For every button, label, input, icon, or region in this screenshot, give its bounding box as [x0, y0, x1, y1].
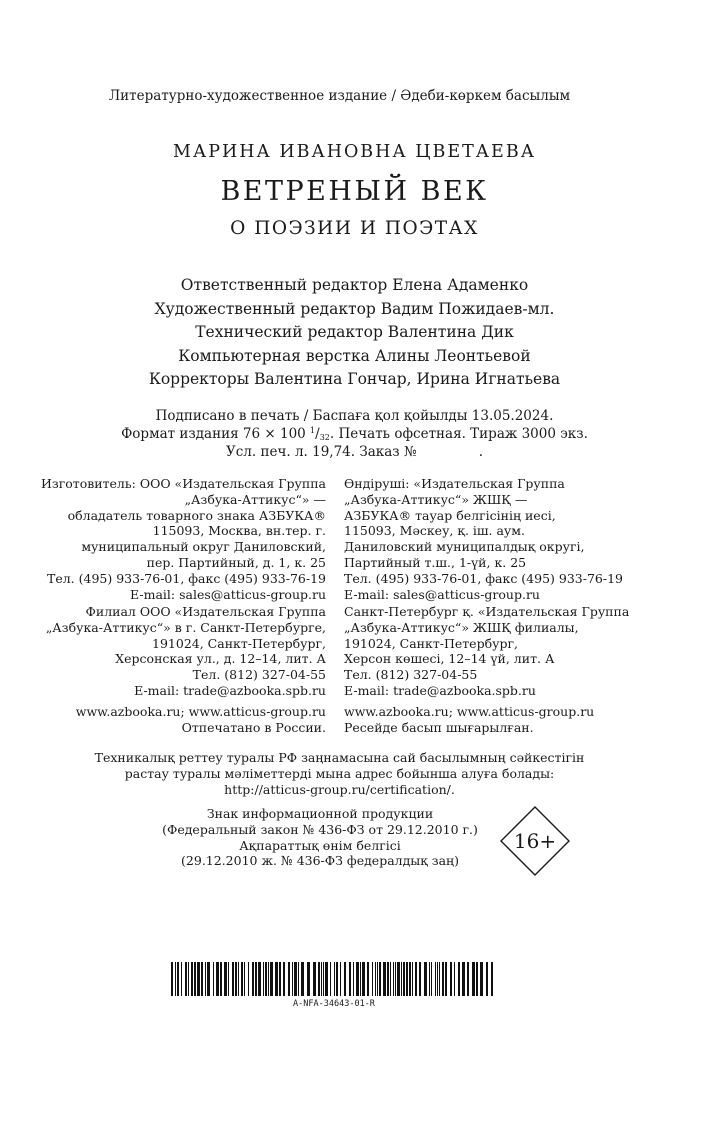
credit-line: Технический редактор Валентина Дик: [195, 323, 514, 341]
barcode-bar: [387, 962, 389, 996]
barcode-bar: [241, 962, 243, 996]
barcode-bar: [472, 962, 475, 996]
barcode-bar: [340, 962, 341, 996]
barcode-bar: [486, 962, 488, 996]
web-kz: www.azbooka.ru; www.atticus-group.ru Ресейде басып шығарылған.: [344, 704, 595, 735]
info-product-sign: Знак информационной продукции (Федеральный закон № 436-ФЗ от 29.12.2010 г.) Ақпараттық өнім белгісі (29.12.2010 ж. № 436-ФЗ федералдық заң): [162, 806, 478, 869]
branch-kz: Санкт-Петербург қ. «Издательская Группа „Азбука-Аттикус“» ЖШҚ филиалы, 191024, Санкт-Петербург, Херсон көшесі, 12–14 үй, лит. А Тел. (812) 327-04-55 E-mail: trade@azbooka.spb.ru: [344, 604, 630, 698]
barcode-bar: [367, 962, 369, 996]
book-subtitle: О ПОЭЗИИ И ПОЭТАХ: [230, 218, 479, 239]
print-info: [0, 408, 709, 462]
barcode-bar: [412, 962, 413, 996]
barcode-bar: [476, 962, 478, 996]
barcode-bar: [330, 962, 331, 996]
barcode-bar: [325, 962, 328, 996]
barcode-bar: [313, 962, 316, 996]
barcode-bar: [283, 962, 285, 996]
barcode-bar: [429, 962, 430, 996]
barcode-bar: [298, 962, 299, 996]
barcode-bar: [403, 962, 405, 996]
barcode-bar: [435, 962, 436, 996]
barcode-bar: [415, 962, 417, 996]
barcode-bar: [252, 962, 254, 996]
barcode-bar: [409, 962, 411, 996]
barcode-bar: [265, 962, 267, 996]
barcode-bar: [171, 962, 173, 996]
barcode-bar: [419, 962, 421, 996]
barcode-bar: [220, 962, 222, 996]
barcode-bar: [216, 962, 219, 996]
barcode-bar: [228, 962, 229, 996]
barcode-bar: [349, 962, 351, 996]
barcode-bar: [279, 962, 281, 996]
barcode-bar: [323, 962, 324, 996]
certification-note: Техникалық реттеу туралы РФ заңнамасына сай басылымның сәйкестігін растау туралы мәліметтерді мына адрес бойынша алуға болады: http://atticus-group.ru/certification/.: [94, 750, 585, 797]
barcode-bar: [288, 962, 290, 996]
edition-type: Литературно-художественное издание / Әдеби-көркем басылым: [108, 88, 571, 104]
barcode-bar: [268, 962, 269, 996]
barcode-bar: [375, 962, 376, 996]
book-title: ВЕТРЕНЫЙ ВЕК: [220, 176, 489, 207]
barcode-bar: [390, 962, 391, 996]
barcode-bar: [270, 962, 273, 996]
age-rating-text: 16+: [513, 829, 557, 853]
barcode-bar: [191, 962, 193, 996]
barcode-bar: [377, 962, 378, 996]
barcode-bar: [238, 962, 239, 996]
credit-line: Корректоры Валентина Гончар, Ирина Игнатьева: [148, 370, 561, 388]
barcode-bar: [353, 962, 354, 996]
barcode-bar: [177, 962, 179, 996]
barcode-bar: [205, 962, 206, 996]
barcode-bar: [181, 962, 182, 996]
barcode-bar: [395, 962, 396, 996]
barcode-bar: [248, 962, 249, 996]
barcode-bar: [235, 962, 237, 996]
barcode-bar: [258, 962, 261, 996]
barcode-bar: [292, 962, 293, 996]
barcode-bar: [450, 962, 452, 996]
barcode-bar: [188, 962, 189, 996]
barcode-bar: [362, 962, 365, 996]
print-format: Формат издания 76 × 100 $^1$/32. Печать офсетная. Тираж 3000 экз.: [121, 425, 588, 442]
web-ru: www.azbooka.ru; www.atticus-group.ru Отпечатано в России.: [75, 704, 326, 735]
barcode-bar: [454, 962, 455, 996]
barcode-bar: [213, 962, 214, 996]
credit-line: Компьютерная верстка Алины Леонтьевой: [178, 346, 531, 365]
barcode-bar: [321, 962, 322, 996]
barcode-bar: [275, 962, 278, 996]
barcode-bar: [379, 962, 381, 996]
barcode-bar: [334, 962, 335, 996]
barcode-bar: [442, 962, 444, 996]
barcode-bar: [480, 962, 483, 996]
barcode-bar: [491, 962, 493, 996]
barcode-bar: [462, 962, 465, 996]
barcode-bar: [458, 962, 460, 996]
barcode-bar: [397, 962, 400, 996]
barcode-bar: [467, 962, 469, 996]
barcode-bar: [207, 962, 210, 996]
barcode-bar: [372, 962, 373, 996]
barcode-bar: [406, 962, 408, 996]
barcode-bar: [437, 962, 438, 996]
barcode-bar: [307, 962, 310, 996]
barcode-bar: [393, 962, 394, 996]
credit-line: Художественный редактор Вадим Пожидаев-мл.: [154, 299, 555, 318]
barcode-bar: [301, 962, 304, 996]
barcode-bar: [336, 962, 338, 996]
barcode-bar: [194, 962, 196, 996]
barcode-bar: [383, 962, 386, 996]
barcode-bar: [175, 962, 176, 996]
print-signed: Подписано в печать / Баспаға қол қойылды 13.05.2024.: [155, 408, 554, 424]
barcode-bar: [445, 962, 447, 996]
editorial-credits: [0, 274, 709, 392]
barcode-bar: [224, 962, 227, 996]
barcode-text: A-NFA-34643-01-R: [293, 999, 375, 1009]
barcode-bar: [294, 962, 297, 996]
manufacturer-ru: Изготовитель: ООО «Издательская Группа „Азбука-Аттикус“» — обладатель товарного знака АЗБУКА® 115093, Москва, вн.тер. г. муниципальный округ Даниловский, пер. Партийный, д. 1, к. 25 Тел. (495) 933-76-01, факс (495) 933-76-19 E-mail: sales@atticus-group.ru: [40, 476, 326, 602]
barcode-bar: [197, 962, 200, 996]
barcode-bar: [344, 962, 346, 996]
branch-ru: Филиал ООО «Издательская Группа „Азбука-Аттикус“» в г. Санкт-Петербурге, 191024, Санкт-Петербург, Херсонская ул., д. 12–14, лит. А Тел. (812) 327-04-55 E-mail: trade@azbooka.spb.ru: [45, 604, 326, 698]
barcode-bar: [431, 962, 432, 996]
author-name: МАРИНА ИВАНОВНА ЦВЕТАЕВА: [173, 142, 536, 162]
print-sheets: Усл. печ. л. 19,74. Заказ № .: [225, 444, 484, 460]
manufacturer-kz: Өндіруші: «Издательская Группа „Азбука-Аттикус“» ЖШҚ — АЗБУКА® тауар белгісінің иесі, 115093, Мәскеу, қ. іш. аум. Даниловский муниципалдық округі, Партийный т.ш., 1-үй, к. 25 Тел. (495) 933-76-01, факс (495) 933-76-19 E-mail: sales@atticus-group.ru: [344, 476, 623, 602]
barcode-bar: [424, 962, 427, 996]
barcode-bar: [201, 962, 203, 996]
barcode-bar: [244, 962, 245, 996]
diamond-icon: [500, 806, 570, 876]
barcode-bar: [255, 962, 257, 996]
barcode-bar: [439, 962, 440, 996]
credit-line: Ответственный редактор Елена Адаменко: [180, 276, 529, 294]
barcode-bar: [401, 962, 402, 996]
barcode: [171, 962, 497, 996]
barcode-bar: [318, 962, 320, 996]
barcode-bar: [360, 962, 361, 996]
barcode-bar: [185, 962, 187, 996]
barcode-bar: [232, 962, 234, 996]
barcode-bar: [263, 962, 264, 996]
age-rating-badge: [500, 806, 570, 876]
barcode-bar: [356, 962, 359, 996]
